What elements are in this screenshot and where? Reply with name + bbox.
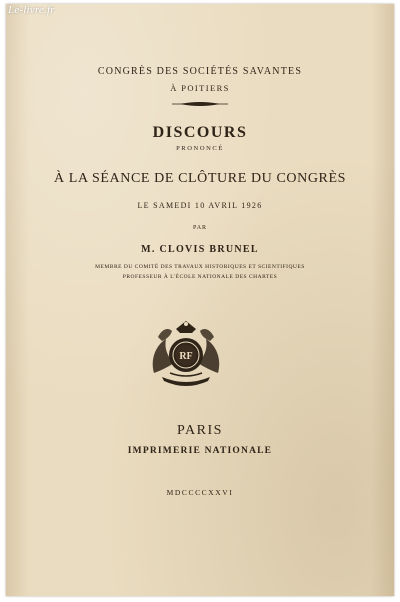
watermark-text: Le-livre.fr bbox=[8, 4, 55, 16]
author-role-1: MEMBRE DU COMITÉ DES TRAVAUX HISTORIQUES ET SCIENTIFIQUES bbox=[95, 264, 305, 270]
title-date: LE SAMEDI 10 AVRIL 1926 bbox=[137, 201, 263, 210]
republic-seal-emblem-icon bbox=[148, 315, 224, 391]
heading-line-2: À POITIERS bbox=[170, 83, 230, 93]
publisher-printer: IMPRIMERIE NATIONALE bbox=[127, 446, 273, 456]
publication-year: MDCCCCXXVI bbox=[166, 488, 234, 497]
title-main: DISCOURS bbox=[152, 124, 248, 141]
seal-monogram: RF bbox=[179, 351, 193, 362]
ornamental-rule bbox=[0, 100, 400, 108]
author-role-2: PROFESSEUR À L'ÉCOLE NATIONALE DES CHARTES bbox=[122, 274, 278, 280]
publisher-city: PARIS bbox=[177, 423, 223, 438]
heading-line-1: CONGRÈS DES SOCIÉTÉS SAVANTES bbox=[97, 66, 303, 77]
title-sub: PRONONCÉ bbox=[176, 145, 224, 152]
author-by: PAR bbox=[192, 225, 208, 231]
title-occasion: À LA SÉANCE DE CLÔTURE DU CONGRÈS bbox=[53, 171, 347, 186]
author-name: M. CLOVIS BRUNEL bbox=[141, 244, 259, 255]
